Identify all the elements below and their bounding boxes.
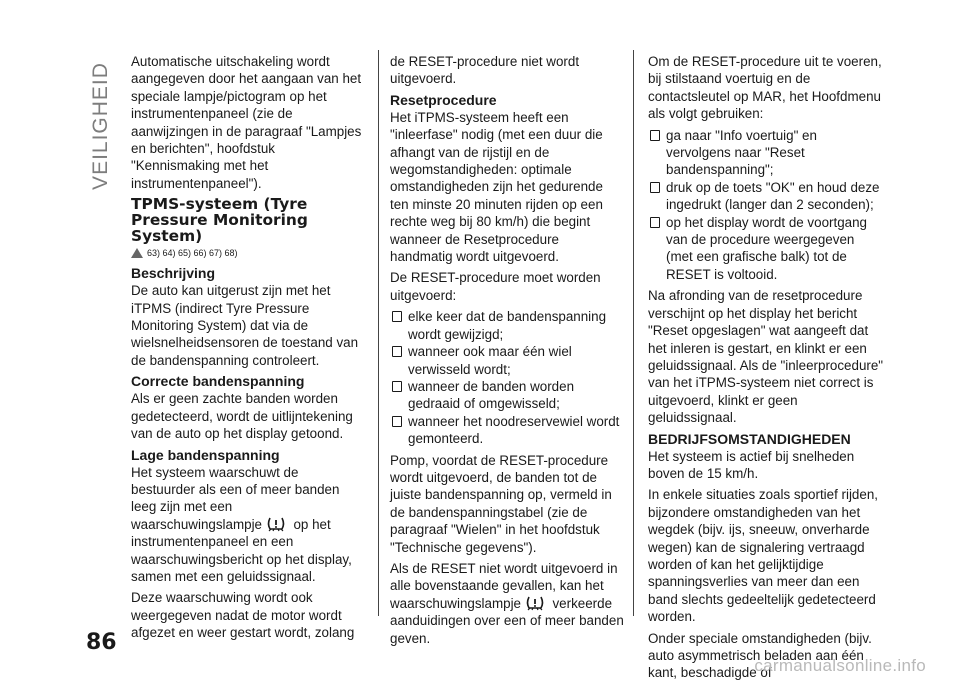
paragraph-na-afronding: Na afronding van de resetprocedure verschijnt op het display het bericht "Reset opgeslagen" wat aangeeft dat het inleren is gestart, en klinkt er een geluidssignaal. Als de "inleerprocedure" van het iTPMS-systeem niet correct is uitgevoerd, klinkt er geen geluidssignaal. [648,288,884,426]
reset-steps-list [648,127,884,284]
column-divider [378,50,379,616]
list-item: wanneer het noodreservewiel wordt gemonteerd. [390,413,625,448]
paragraph-resetprocedure: Het iTPMS-systeem heeft een "inleerfase" nodig (met een duur die afhangt van de rijstijl en de wegomstandigheden: optimale omstandigheden zijn het gedurende ten minste 20 minuten rijden op een rechte weg bij 80 km/h) die begint wanneer de Resetprocedure handmatig wordt uitgevoerd. [390,109,603,265]
list-item: op het display wordt de voortgang van de procedure weergegeven (met een grafische balk) tot de RESET is voltooid. [648,214,884,284]
list-item: elke keer dat de bandenspanning wordt gewijzigd; [390,308,625,343]
column-1 [131,53,363,646]
paragraph-beschrijving: De auto kan uitgerust zijn met het iTPMS (indirect Tyre Pressure Monitoring System) dat via de wielsnelheidsensoren de toestand van de bandenspanning controleert. [131,283,359,368]
list-item: ga naar "Info voertuig" en vervolgens naar "Reset bandenspanning"; [648,127,884,179]
warning-triangle-icon [131,248,143,258]
paragraph-onder-speciale: Onder speciale omstandigheden (bijv. auto asymmetrisch beladen aan één kant, beschadigde of [648,630,872,681]
paragraph-reset-moet: De RESET-procedure moet worden uitgevoerd: [390,270,601,303]
bullet-square-icon [392,346,402,357]
paragraph-pomp: Pomp, voordat de RESET-procedure wordt uitgevoerd, de banden tot de juiste bandenspanning op, vermeld in de bandenspanningstabel (zie de paragraaf "Wielen" in het hoofdstuk "Technische gegevens"). [390,452,612,555]
column-2 [390,53,625,651]
bullet-square-icon [650,217,660,228]
tpms-heading: TPMS-systeem (Tyre Pressure Monitoring System) [131,195,308,246]
bullet-square-icon [392,416,402,427]
column-3 [648,53,884,686]
paragraph-correcte-bandenspanning: Als er geen zachte banden worden gedetecteerd, wordt de uitlijntekening van de auto op het display getoond. [131,391,353,442]
tyre-pressure-warning-icon [525,595,545,611]
bullet-square-icon [392,381,402,392]
section-title: VEILIGHEID [89,62,112,190]
paragraph-om-reset: Om de RESET-procedure uit te voeren, bij stilstaand voertuig en de contactsleutel op MAR, het Hoofdmenu als volgt gebruiken: [648,54,882,122]
bullet-square-icon [392,311,402,322]
watermark: carmanualsonline.info [754,656,926,675]
paragraph-lage-bandenspanning: Het systeem waarschuwt de bestuurder als een of meer banden leeg zijn met een waarschuwingslampje op het instrumentenpaneel en een waarschuwingsbericht op het display, samen met een geluidssignaal. [131,464,352,584]
paragraph-continued: de RESET-procedure niet wordt uitgevoerd. [390,54,580,87]
warning-references: 63) 64) 65) 66) 67) 68) [131,247,363,259]
heading-beschrijving: Beschrijving [131,265,216,282]
tyre-pressure-warning-icon [266,516,286,532]
reset-conditions-list [390,308,625,447]
page-number: 86 [86,630,117,655]
bullet-square-icon [650,182,660,193]
bullet-square-icon [650,130,660,141]
intro-paragraph: Automatische uitschakeling wordt aangegeven door het aangaan van het speciale lampje/pictogram op het instrumentenpaneel (zie de aanwijzingen in de paragraaf "Lampjes en berichten", hoofdstuk "Kennismaking met het instrumentenpaneel"). [131,54,362,191]
heading-correcte-bandenspanning: Correcte bandenspanning [131,373,305,390]
column-divider [633,50,634,616]
paragraph-deze-waarschuwing: Deze waarschuwing wordt ook weergegeven nadat de motor wordt afgezet en weer gestart wordt, zolang [131,590,355,641]
heading-bedrijfsomstandigheden: BEDRIJFSOMSTANDIGHEDEN [648,430,851,447]
list-item: wanneer ook maar één wiel verwisseld wordt; [390,343,625,378]
paragraph-als-reset: Als de RESET niet wordt uitgevoerd in alle bovenstaande gevallen, kan het waarschuwingslampje verkeerde aanduidingen over een of meer banden geven. [390,560,624,646]
paragraph-enkele-situaties: In enkele situaties zoals sportief rijden, bijzondere omstandigheden van het wegdek (bijv. ijs, sneeuw, onverharde wegen) kan de signalering vertraagd worden of kan het gelijktijdige spanningsverlies van meer dan een band slechts gedeeltelijk gedetecteerd worden. [648,487,878,625]
paragraph-actief: Het systeem is actief bij snelheden boven de 15 km/h. [648,448,855,481]
list-item: druk op de toets "OK" en houd deze ingedrukt (langer dan 2 seconden); [648,179,884,214]
list-item: wanneer de banden worden gedraaid of omgewisseld; [390,378,625,413]
heading-lage-bandenspanning: Lage bandenspanning [131,446,280,463]
heading-resetprocedure: Resetprocedure [390,91,497,108]
